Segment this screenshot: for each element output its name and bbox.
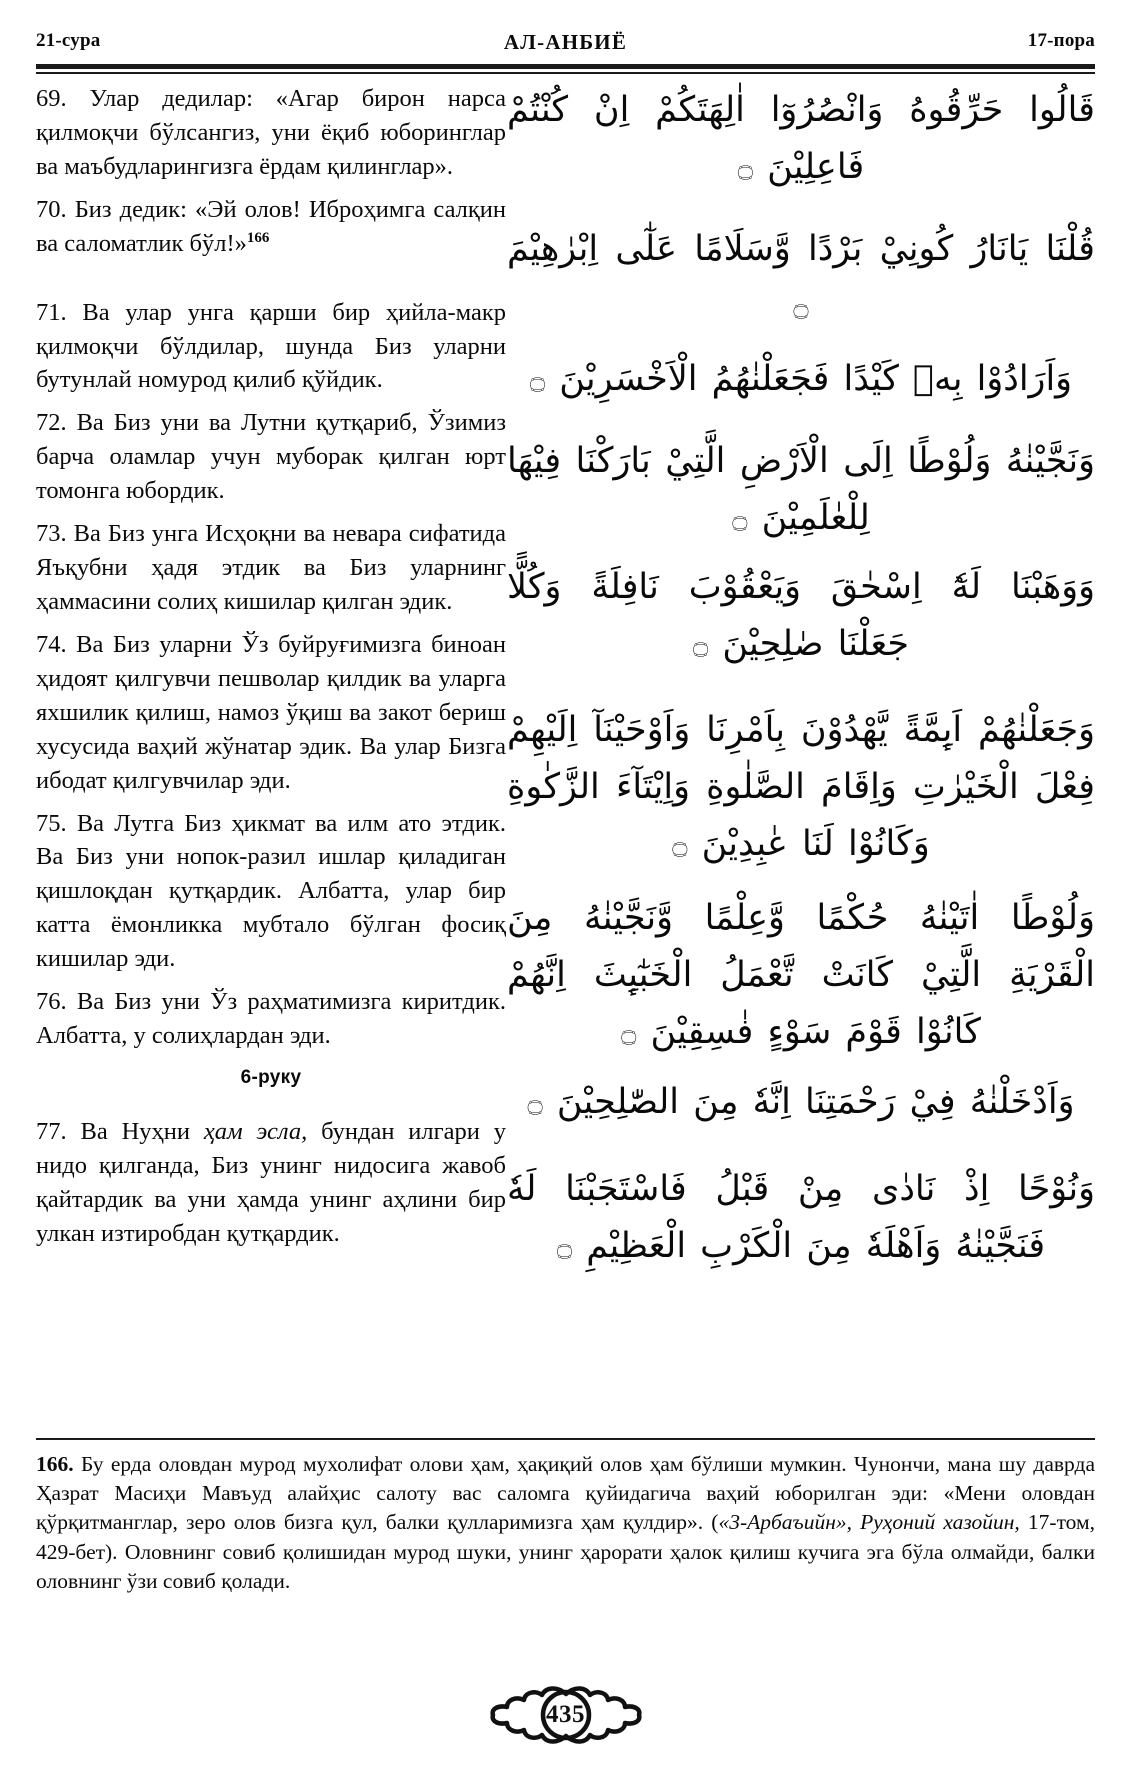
verse-text: Биз дедик: «Эй олов! Иброҳимга салқин ва саломатлик бўл!» bbox=[36, 195, 507, 257]
footnote-item bbox=[36, 1450, 1095, 1596]
footnote-divider bbox=[36, 1438, 1095, 1440]
verse-block bbox=[36, 296, 506, 398]
verse-text: Ва Лутга Биз ҳикмат ва илм ато этдик. Ва Биз уни нопок-разил ишлар қиладиган қишлоқдан қутқардик. Албатта, улар бир катта ёмонликка мубтало бўлган фосиқ кишилар эди. bbox=[36, 809, 507, 973]
verse-text-rest: бундан илгари у нидо қилганда, Биз унинг нидосига жавоб қайтардик ва уни ҳамда унинг аҳлини бир улкан изтиробдан қутқардик. bbox=[36, 1117, 507, 1247]
verse-text: Улар дедилар: «Агар бирон нарса қилмоқчи бўлсангиз, уни ёқиб юборинглар ва маъбудларингизга ёрдам қилинглар». bbox=[36, 85, 506, 180]
verse-number: 69. bbox=[36, 85, 67, 112]
verse-text: Ва Биз уни ва Лутни қутқариб, Ўзимиз барча оламлар учун муборак қилган юрт томонга юбордик. bbox=[36, 409, 507, 505]
footnote-section bbox=[36, 1450, 1095, 1596]
header-juz-label: 17-пора bbox=[1027, 30, 1095, 51]
ayah-text: قُلْنَا يَانَارُ كُونِيْ بَرْدًا وَّسَلَامًا عَلٰٓى اِبْرٰهِيْمَ bbox=[507, 229, 1095, 270]
ayah-end-marker: ۝ bbox=[793, 292, 809, 323]
ayah-end-marker: ۝ bbox=[556, 1231, 573, 1262]
verse-number: 71. bbox=[36, 298, 67, 326]
verse-block bbox=[36, 628, 506, 798]
footnote-number: 166. bbox=[36, 1452, 74, 1476]
verse-text-italic: ҳам эсла, bbox=[203, 1117, 308, 1145]
verse-number: 73. bbox=[36, 520, 67, 548]
verse-block bbox=[36, 193, 506, 261]
verse-number: 72. bbox=[36, 409, 67, 437]
header-sura-label: 21-сура bbox=[36, 30, 101, 51]
ayah-text: وَجَعَلْنٰهُمْ اَىِٕمَّةً يَّهْدُوْنَ بِاَمْرِنَا وَاَوْحَيْنَآ اِلَيْهِمْ فِعْلَ الْخَيْرٰتِ وَاِقَامَ الصَّلٰوةِ وَاِيْتَآءَ الزَّكٰوةِ وَكَانُوْا لَنَا عٰبِدِيْنَ bbox=[507, 710, 1095, 864]
footnote-text-part1: Бу ерда оловдан мурод мухолифат олови ҳам, ҳақиқий олов ҳам бўлиши мумкин. Чунончи, мана шу даврда Ҳазрат Масиҳи Мавъуд алайҳис салоту вас саломга қуйидагича ваҳий юборилган эди: «Мени оловдан қўрқитманглар, зеро олов бизга қул, балки қулларимизга ҳам қулдир». ( bbox=[36, 1452, 1096, 1535]
ayah-block bbox=[507, 433, 1095, 546]
verse-text-lead: Ва Нуҳни bbox=[80, 1117, 190, 1145]
ayah-end-marker: ۝ bbox=[737, 152, 753, 183]
verse-text: Ва улар унга қарши бир ҳийла-макр қилмоқчи бўлдилар, шунда Биз уларни бутунлай номурод қилиб қўйдик. bbox=[36, 298, 507, 394]
ayah-block bbox=[507, 1074, 1095, 1131]
header-divider bbox=[36, 64, 1095, 69]
verse-number: 76. bbox=[36, 988, 67, 1016]
ayah-end-marker: ۝ bbox=[672, 829, 688, 860]
footnote-text-part2: 17-том, 429-бет). Оловнинг совиб қолишидан мурод шуки, унинг ҳарорати ҳалок қилиш кучига эга бўла олмайди, балки оловнинг ўзи совиб қолади. bbox=[36, 1510, 1096, 1593]
folio-ornament bbox=[476, 1684, 656, 1746]
running-head bbox=[36, 30, 1095, 64]
ayah-end-marker: ۝ bbox=[732, 504, 748, 535]
verse-block bbox=[36, 406, 506, 508]
verse-block bbox=[36, 517, 506, 619]
page-number: 435 bbox=[546, 1701, 585, 1728]
ayah-block bbox=[507, 82, 1095, 195]
ayah-text: وَاَرَادُوْا بِهٖ كَيْدًا فَجَعَلْنٰهُمُ الْاَخْسَرِيْنَ bbox=[559, 358, 1073, 399]
verse-number: 75. bbox=[36, 809, 67, 837]
verse-number: 74. bbox=[36, 630, 67, 658]
ayah-text: وَنُوْحًا اِذْ نَادٰى مِنْ قَبْلُ فَاسْتَجَبْنَا لَهٗ فَنَجَّيْنٰهُ وَاَهْلَهٗ مِنَ الْكَرْبِ الْعَظِيْمِ bbox=[507, 1169, 1095, 1266]
ayah-end-marker: ۝ bbox=[529, 364, 546, 395]
ayah-end-marker: ۝ bbox=[527, 1088, 543, 1119]
verse-block bbox=[36, 807, 506, 977]
ayah-block bbox=[507, 1161, 1095, 1274]
footnote-citation: «3-Арбаъийн», Руҳоний хазойин, bbox=[718, 1510, 1020, 1535]
translation-column bbox=[36, 82, 506, 1260]
verse-text: Ва Биз унга Исҳоқни ва невара сифатида Яъқубни ҳадя этдик ва Биз уларнинг ҳаммасини солиҳ кишилар қилган эдик. bbox=[36, 520, 506, 615]
ayah-end-marker: ۝ bbox=[621, 1017, 637, 1048]
ayah-text: وَنَجَّيْنٰهُ وَلُوْطًا اِلَى الْاَرْضِ الَّتِيْ بَارَكْنَا فِيْهَا لِلْعٰلَمِيْنَ bbox=[507, 441, 1095, 539]
verse-number: 70. bbox=[36, 195, 67, 223]
folio bbox=[0, 1684, 1131, 1746]
ayah-block bbox=[507, 890, 1095, 1060]
arabic-column bbox=[507, 82, 1095, 1274]
verse-text: Ва Биз уни Ўз раҳматимизга киритдик. Албатта, у солиҳлардан эди. bbox=[36, 988, 507, 1050]
ayah-text: قَالُوا حَرِّقُوهُ وَانْصُرُوٓا اٰلِهَتَكُمْ اِنْ كُنْتُمْ فَاعِلِيْنَ bbox=[507, 90, 1095, 187]
ayah-text: وَاَدْخَلْنٰهُ فِيْ رَحْمَتِنَا اِنَّهٗ مِنَ الصّٰلِحِيْنَ bbox=[556, 1082, 1075, 1123]
ayah-text: وَلُوْطًا اٰتَيْنٰهُ حُكْمًا وَّعِلْمًا وَّنَجَّيْنٰهُ مِنَ الْقَرْيَةِ الَّتِيْ كَانَتْ تَّعْمَلُ الْخَبٰٓىِٕثَ اِنَّهُمْ كَانُوْا قَوْمَ سَوْءٍ فٰسِقِيْنَ bbox=[507, 898, 1095, 1052]
verse-block bbox=[36, 985, 506, 1053]
ayah-block bbox=[507, 702, 1095, 872]
header-sura-title: АЛ-АНБИЁ bbox=[503, 30, 628, 54]
ayah-block bbox=[507, 351, 1095, 408]
verse-block bbox=[36, 82, 506, 184]
ayah-text: وَوَهَبْنَا لَهٗٓ اِسْحٰقَ وَيَعْقُوْبَ نَافِلَةً وَكُلًّا جَعَلْنَا صٰلِحِيْنَ bbox=[507, 566, 1095, 664]
footnote-marker[interactable]: 166 bbox=[246, 229, 270, 246]
ayah-end-marker: ۝ bbox=[693, 629, 709, 660]
verse-block bbox=[36, 1115, 506, 1251]
ruku-header: 6-руку bbox=[240, 1066, 302, 1088]
verse-text: Ва Биз уларни Ўз буйруғимизга биноан ҳидоят қилгувчи пешволар қилдик ва уларга яхшилик қилиш, намоз ўқиш ва закот бериш хусусида ваҳий жўнатар эдик. Ва улар Бизга ибодат қилгувчилар эди. bbox=[36, 630, 507, 794]
verse-number: 77. bbox=[36, 1117, 67, 1145]
body-columns bbox=[36, 82, 1095, 1282]
paragraph-spacer bbox=[36, 270, 506, 296]
ayah-block bbox=[507, 221, 1095, 334]
ayah-block bbox=[507, 559, 1095, 672]
